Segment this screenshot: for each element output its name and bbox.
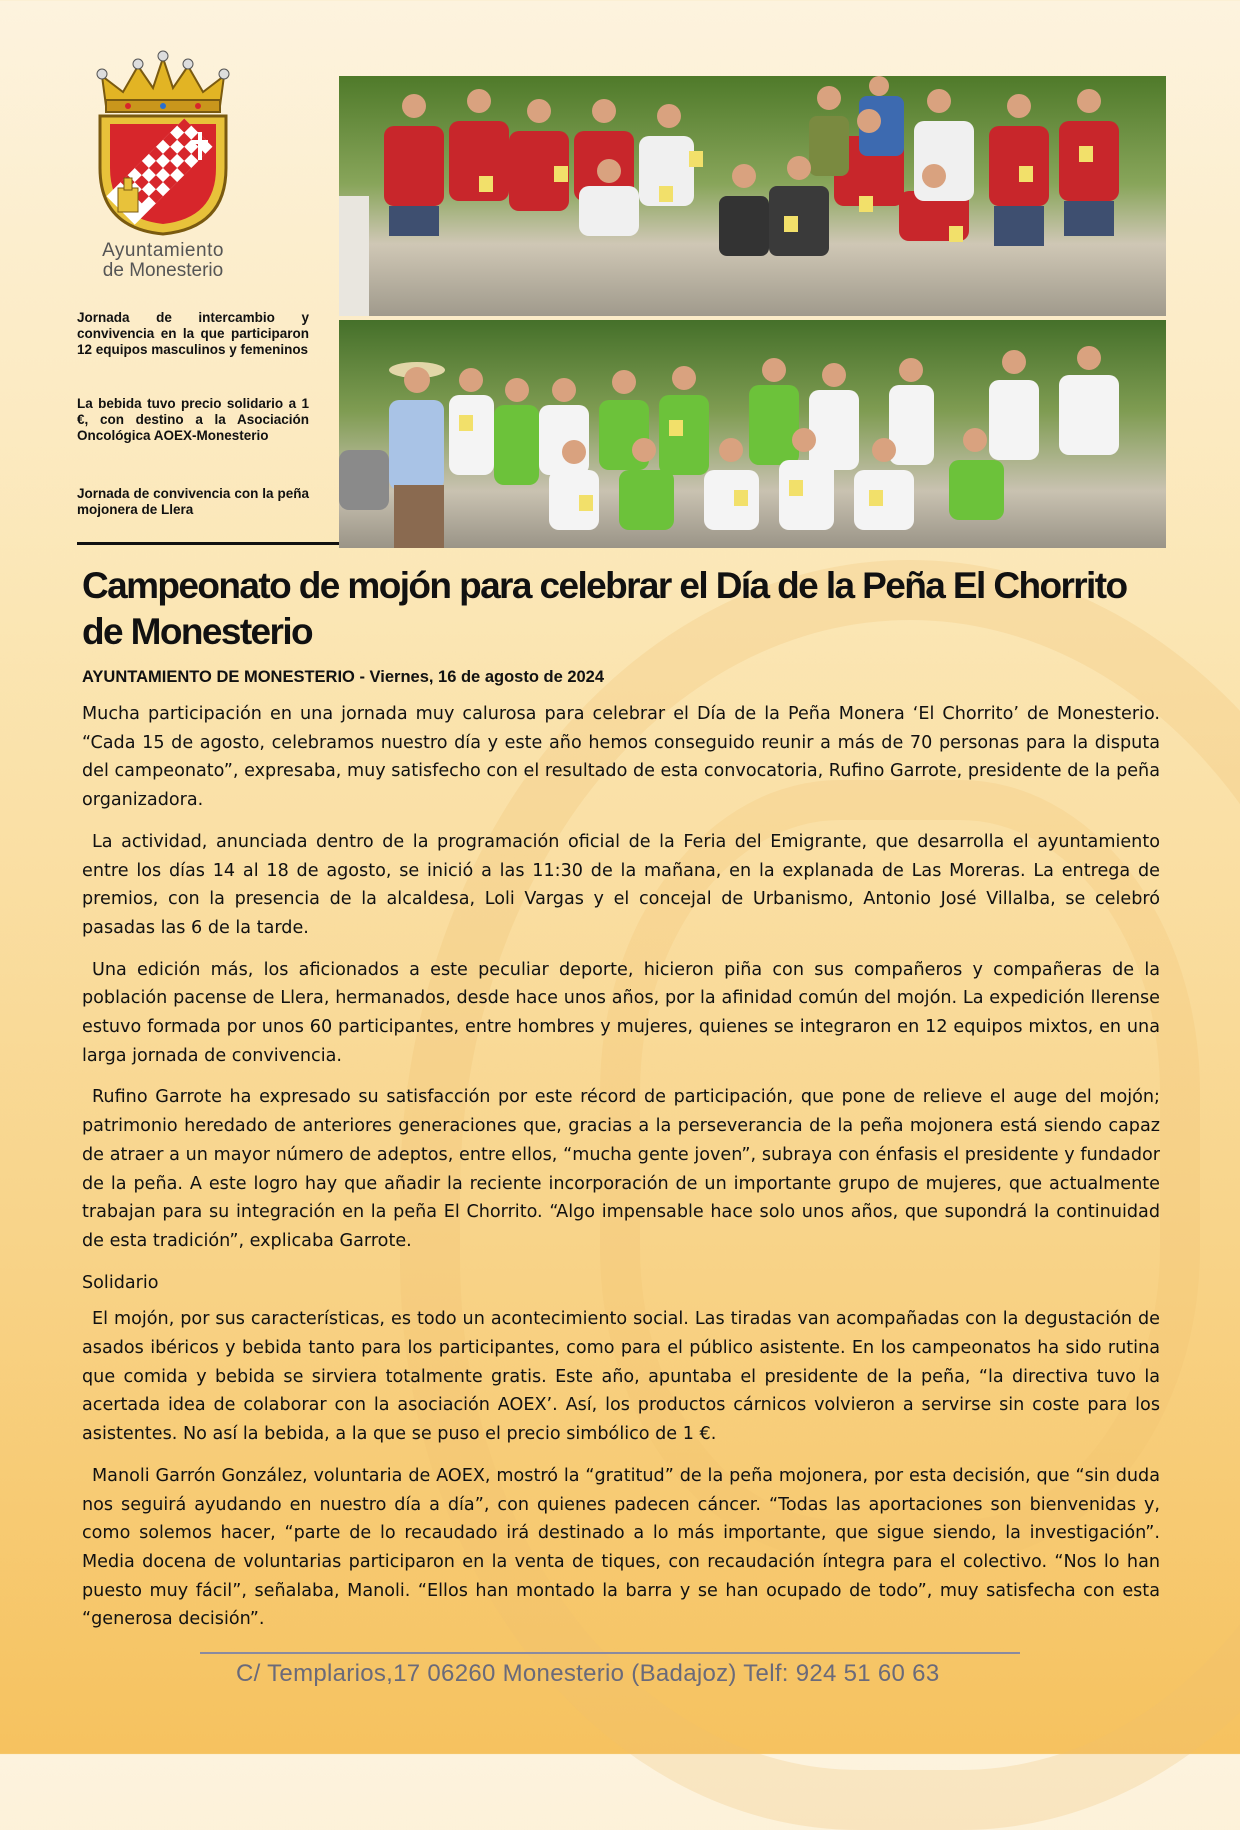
- paragraph-4: Rufino Garrote ha expresado su satisfacción por este récord de participación, que pone de relieve el auge del mojón; patrimonio heredado de anteriores generaciones que, gracias a la perseverancia de la peña mojonera está siendo capaz de atraer a un mayor número de adeptos, entre ellos, “mucha gente joven”, subraya con énfasis el presidente y fundador de la peña. A este logro hay que añadir la reciente incorporación de un importante grupo de mujeres, que actualmente trabajan para su integración en la peña El Chorrito. “Algo impensable hace solo unos años, que supondrá la continuidad de esta tradición”, explicaba Garrote.: [82, 1087, 1160, 1251]
- side-note-1: Jornada de intercambio y convivencia en la que participaron 12 equipos masculinos y femeninos: [77, 310, 309, 357]
- paragraph-5: El mojón, por sus características, es todo un acontecimiento social. Las tiradas van acompañadas con la degustación de asados ibéricos y bebida tanto para los participantes, como para el público asistente. En los campeonatos ha sido rutina que comida y bebida se sirviera totalmente gratis. Este año, apuntaba el presidente de la peña, “la directiva tuvo la acertada idea de colaborar con la asociación AOEX’. Así, los productos cárnicos volvieron a servirse sin coste para los asistentes. No así la bebida, a la que se puso el precio simbólico de 1 €.: [82, 1309, 1160, 1445]
- paragraph-6: Manoli Garrón González, voluntaria de AOEX, mostró la “gratitud” de la peña mojonera, por esta decisión, que “sin duda nos seguirá ayudando en nuestro día a día”, con quienes padecen cáncer. “Todas las aportaciones son bienvenidas y, como solemos hacer, “parte de lo recaudado irá destinado a lo más importante, que sigue siendo, la investigación”. Media docena de voluntarias participaron en la venta de tiques, con recaudación íntegra para el colectivo. “Nos lo han puesto muy fácil”, señalaba, Manoli. “Ellos han montado la barra y se han ocupado de todo”, muy satisfecha con esta “generosa decisión”.: [82, 1465, 1160, 1630]
- logo-line-1: Ayuntamiento: [102, 240, 224, 261]
- paragraph-3: Una edición más, los aficionados a este peculiar deporte, hicieron piña con sus compañeros y compañeras de la población pacense de Llera, hermanados, desde hace unos años, por la afinidad común del mojón. La expedición llerense estuvo formada por unos 60 participantes, entre hombres y mujeres, quienes se integraron en 12 equipos mixtos, en una larga jornada de convivencia.: [82, 959, 1160, 1066]
- logo-text: [80, 240, 246, 282]
- article-body: [82, 700, 1160, 1647]
- divider: [77, 542, 339, 545]
- paragraph-1: Mucha participación en una jornada muy calurosa para celebrar el Día de la Peña Monera ‘El Chorrito’ de Monesterio. “Cada 15 de agosto, celebramos nuestro día y este año hemos conseguido reunir a más de 70 personas para la disputa del campeonato”, expresaba, muy satisfecho con el resultado de esta convocatoria, Rufino Garrote, presidente de la peña organizadora.: [82, 704, 1160, 811]
- group-photo-men: [339, 76, 1166, 316]
- group-photo-women: [339, 320, 1166, 548]
- footer-divider: [200, 1652, 1020, 1654]
- section-subhead: Solidario: [82, 1272, 159, 1293]
- byline-source: AYUNTAMIENTO DE MONESTERIO: [82, 668, 355, 686]
- paragraph-2: La actividad, anunciada dentro de la programación oficial de la Feria del Emigrante, que desarrolla el ayuntamiento entre los días 14 al 18 de agosto, se inició a las 11:30 de la mañana, en la explanada de Las Moreras. La entrega de premios, con la presencia de la alcaldesa, Loli Vargas y el concejal de Urbanismo, Antonio José Villalba, se celebró pasadas las 6 de la tarde.: [82, 831, 1160, 938]
- article-title: Campeonato de mojón para celebrar el Día de la Peña El Chorrito de Monesterio: [82, 565, 1127, 652]
- side-note-2: La bebida tuvo precio solidario a 1 €, con destino a la Asociación Oncológica AOEX-Monesterio: [77, 396, 309, 443]
- side-note-3: Jornada de convivencia con la peña mojonera de Llera: [77, 486, 309, 517]
- logo-line-2: de Monesterio: [102, 260, 224, 281]
- footer-address: C/ Templarios,17 06260 Monesterio (Badajoz) Telf: 924 51 60 63: [236, 1660, 940, 1687]
- byline: [82, 668, 604, 687]
- byline-date: - Viernes, 16 de agosto de 2024: [354, 668, 605, 686]
